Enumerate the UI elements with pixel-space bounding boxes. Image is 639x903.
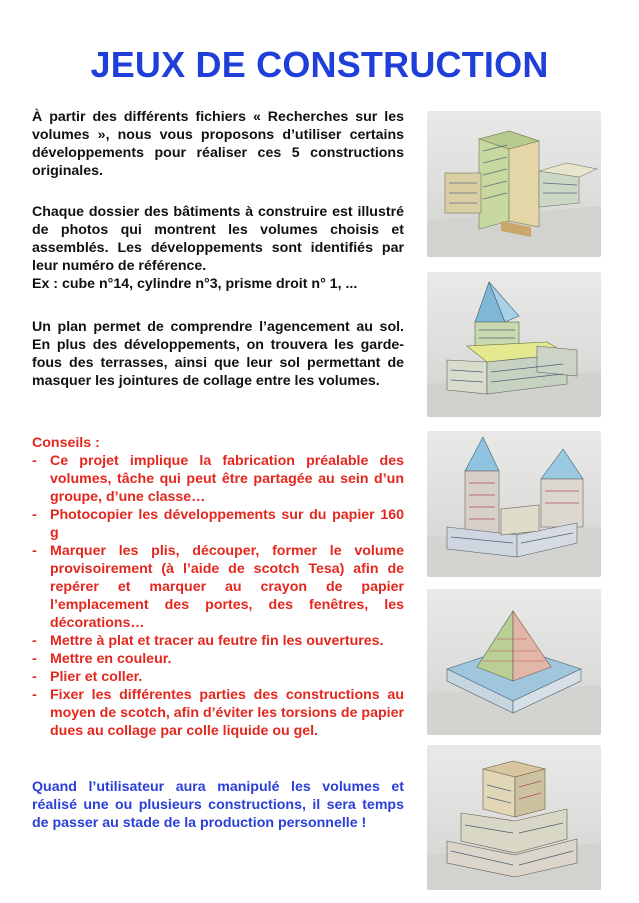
tip-bullet: -	[32, 687, 37, 703]
tips-heading: Conseils :	[32, 435, 100, 451]
tip-text: Mettre à plat et tracer au feutre fin les ouvertures.	[50, 633, 384, 649]
page-title: JEUX DE CONSTRUCTION	[90, 44, 549, 85]
photo-building-1	[427, 111, 601, 257]
tip-item	[32, 686, 404, 740]
photo-building-3	[427, 431, 601, 577]
intro-paragraph-3: Un plan permet de comprendre l’agencement au sol. En plus des développements, on trouvera les garde-fous des terrasses, ainsi que leur sol permettant de masquer les jointures de collage entre les volumes.	[32, 319, 404, 389]
intro-block-3	[32, 318, 404, 390]
photo-building-2	[427, 272, 601, 417]
tip-text: Photocopier les développements sur du papier 160 g	[50, 507, 404, 541]
building-4-illustration	[427, 589, 601, 735]
photo-building-4	[427, 589, 601, 735]
tip-text: Mettre en couleur.	[50, 651, 172, 667]
intro-paragraph-1: À partir des différents fichiers « Recherches sur les volumes », nous vous proposons d’utiliser certains développements pour réaliser ces 5 constructions originales.	[32, 109, 404, 179]
intro-block-2	[32, 203, 404, 293]
conclusion-block	[32, 778, 404, 832]
conclusion-text: Quand l’utilisateur aura manipulé les volumes et réalisé une ou plusieurs constructions, il sera temps de passer au stade de la production personnelle !	[32, 779, 404, 831]
tips-section	[32, 434, 404, 740]
tip-item	[32, 632, 404, 650]
tip-text: Plier et coller.	[50, 669, 143, 685]
intro-paragraph-2: Chaque dossier des bâtiments à construire est illustré de photos qui montrent les volumes choisis et assemblés. Les développements sont identifiés par leur numéro de référence.	[32, 204, 404, 274]
tip-bullet: -	[32, 633, 37, 649]
tip-bullet: -	[32, 651, 37, 667]
tip-bullet: -	[32, 669, 37, 685]
tip-bullet: -	[32, 507, 37, 523]
building-5-illustration	[427, 745, 601, 890]
intro-block	[32, 108, 404, 180]
tip-bullet: -	[32, 453, 37, 469]
tips-list	[32, 452, 404, 740]
building-3-illustration	[427, 431, 601, 577]
tip-item	[32, 506, 404, 542]
tip-text: Ce projet implique la fabrication préalable des volumes, tâche qui peut être partagée au sein d’un groupe, d’une classe…	[50, 453, 404, 505]
intro-example: Ex : cube n°14, cylindre n°3, prisme droit n° 1, ...	[32, 276, 358, 292]
tip-item	[32, 452, 404, 506]
photo-building-5	[427, 745, 601, 890]
tip-text: Fixer les différentes parties des constructions au moyen de scotch, afin d’éviter les torsions de papier dues au collage par colle liquide ou gel.	[50, 687, 405, 739]
tip-item	[32, 650, 404, 668]
tip-item	[32, 668, 404, 686]
tip-bullet: -	[32, 543, 37, 559]
tip-text: Marquer les plis, découper, former le volume provisoirement (à l’aide de scotch Tesa) afin de repérer et marquer au crayon de papier l’emplacement des portes, des fenêtres, les décorations…	[50, 543, 404, 631]
tip-item	[32, 542, 404, 632]
building-2-illustration	[427, 272, 601, 417]
building-1-illustration	[427, 111, 601, 257]
